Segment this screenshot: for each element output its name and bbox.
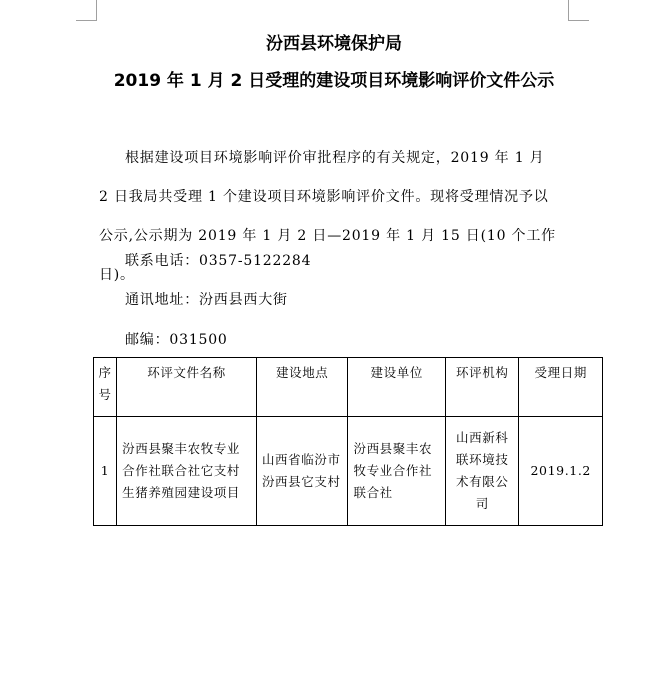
crop-mark-top-right [568, 0, 569, 20]
header-cell-unit: 建设单位 [348, 358, 446, 417]
cell-date: 2019.1.2 [519, 417, 603, 526]
postcode: 邮编：031500 [125, 332, 228, 348]
contact-phone: 联系电话：0357-5122284 [125, 253, 312, 269]
crop-mark-top-left [96, 0, 97, 20]
cell-agency: 山西新科联环境技术有限公司 [446, 417, 519, 526]
paragraph-line: 公示,公示期为 2019 年 1 月 2 日—2019 年 1 月 15 日(10 个工作日)。 [99, 228, 556, 283]
paragraph-line: 根据建设项目环境影响评价审批程序的有关规定，2019 年 1 月 [125, 150, 545, 166]
cell-no: 1 [94, 417, 117, 526]
header-cell-agency: 环评机构 [446, 358, 519, 417]
document-title: 汾西县环境保护局 [266, 34, 402, 54]
header-cell-location: 建设地点 [256, 358, 348, 417]
contact-address: 通讯地址：汾西县西大街 [125, 292, 288, 308]
paragraph-line: 2 日我局共受理 1 个建设项目环境影响评价文件。现将受理情况予以 [99, 189, 549, 205]
header-cell-no: 序号 [94, 358, 117, 417]
cell-unit: 汾西县聚丰农牧专业合作社联合社 [348, 417, 446, 526]
notice-paragraph [99, 139, 579, 295]
table-header-row [94, 358, 603, 417]
header-cell-date: 受理日期 [519, 358, 603, 417]
crop-mark-top-left [76, 20, 97, 21]
cell-location: 山西省临汾市汾西县它支村 [256, 417, 348, 526]
project-table [93, 357, 603, 526]
header-cell-name: 环评文件名称 [117, 358, 257, 417]
cell-project-name: 汾西县聚丰农牧专业合作社联合社它支村生猪养殖园建设项目 [117, 417, 257, 526]
document-subtitle: 2019 年 1 月 2 日受理的建设项目环境影响评价文件公示 [113, 71, 555, 91]
table-row [94, 417, 603, 526]
crop-mark-top-right [568, 20, 589, 21]
